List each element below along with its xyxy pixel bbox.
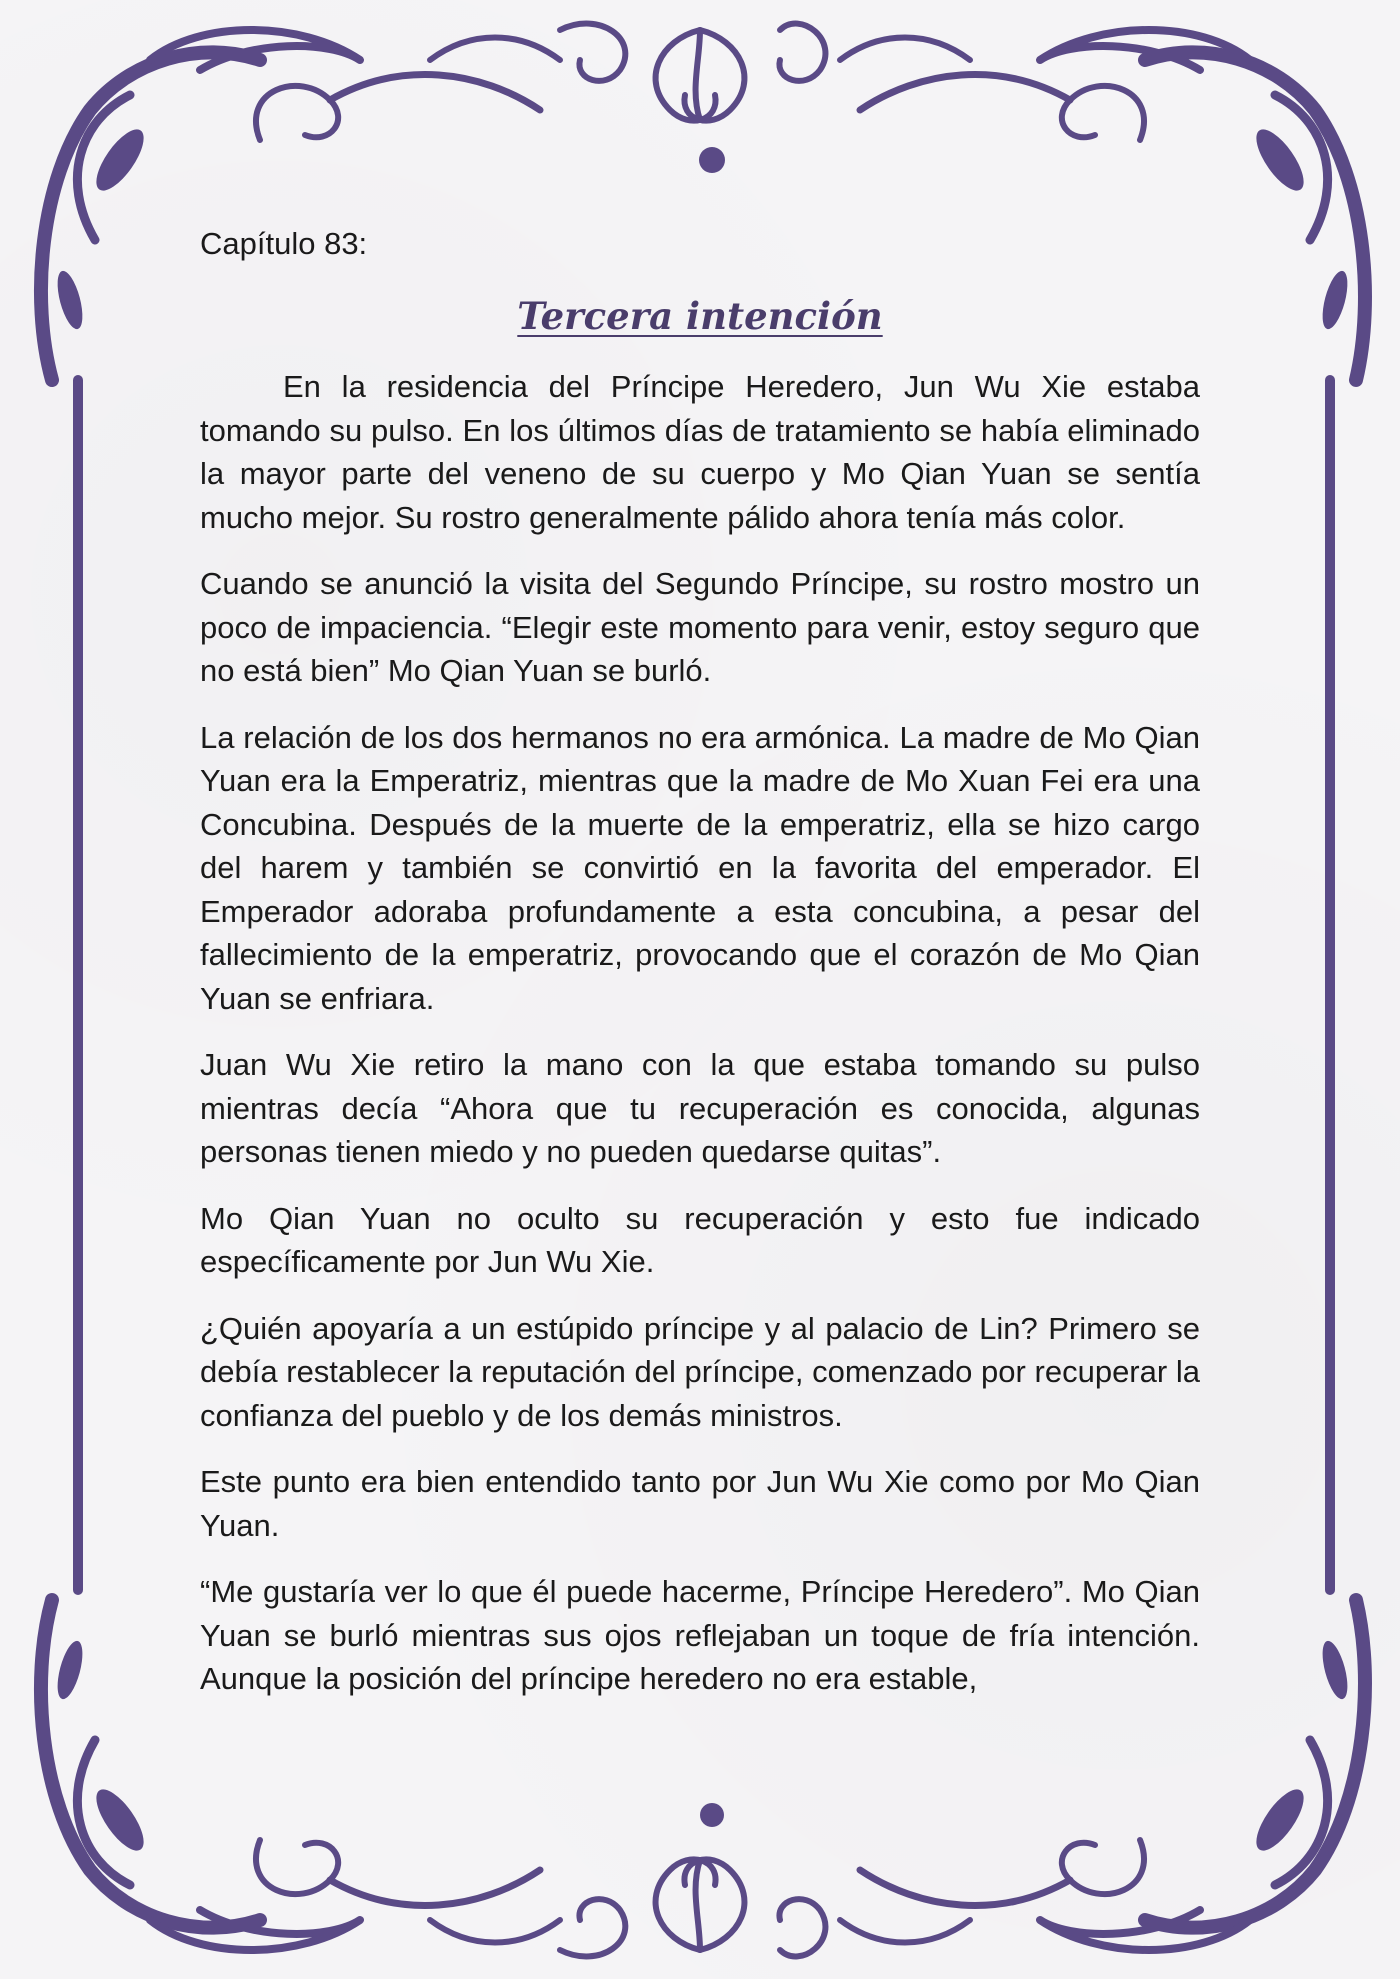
paragraph: La relación de los dos hermanos no era armónica. La madre de Mo Qian Yuan era la Emperatriz, mientras que la madre de Mo Xuan Fei era una Concubina. Después de la muerte de la emperatriz, ella se hizo cargo del harem y también se convirtió en la favorita del emperador. El Emperador adoraba profundamente a esta concubina, a pesar del fallecimiento de la emperatriz, provocando que el corazón de Mo Qian Yuan se enfriara. <box>200 719 1200 1016</box>
paragraph: En la residencia del Príncipe Heredero, Jun Wu Xie estaba tomando su pulso. En los últimos días de tratamiento se había eliminado la mayor parte del veneno de su cuerpo y Mo Qian Yuan se sentía mucho mejor. Su rostro generalmente pálido ahora tenía más color. <box>200 369 1200 535</box>
paragraph: Juan Wu Xie retiro la mano con la que estaba tomando su pulso mientras decía “Ahora que tu recuperación es conocida, algunas personas tienen miedo y no pueden quedarse quitas”. <box>200 1047 1200 1169</box>
paragraph: “Me gustaría ver lo que él puede hacerme, Príncipe Heredero”. Mo Qian Yuan se burló mientras sus ojos reflejaban un toque de fría intención. Aunque la posición del príncipe heredero no era estable, <box>200 1574 1200 1696</box>
document-body <box>200 222 1200 1724</box>
paragraph: Este punto era bien entendido tanto por Jun Wu Xie como por Mo Qian Yuan. <box>200 1464 1200 1543</box>
chapter-title-text: Tercera intención <box>517 294 883 338</box>
paragraph: Mo Qian Yuan no oculto su recuperación y esto fue indicado específicamente por Jun Wu Xie. <box>200 1200 1200 1279</box>
chapter-title <box>200 291 1200 341</box>
paragraph: ¿Quién apoyaría a un estúpido príncipe y al palacio de Lin? Primero se debía restablecer la reputación del príncipe, comenzado por recuperar la confianza del pueblo y de los demás ministros. <box>200 1310 1200 1433</box>
chapter-label: Capítulo 83: <box>200 226 368 261</box>
paragraph: Cuando se anunció la visita del Segundo Príncipe, su rostro mostro un poco de impaciencia. “Elegir este momento para venir, estoy seguro que no está bien” Mo Qian Yuan se burló. <box>200 566 1200 688</box>
